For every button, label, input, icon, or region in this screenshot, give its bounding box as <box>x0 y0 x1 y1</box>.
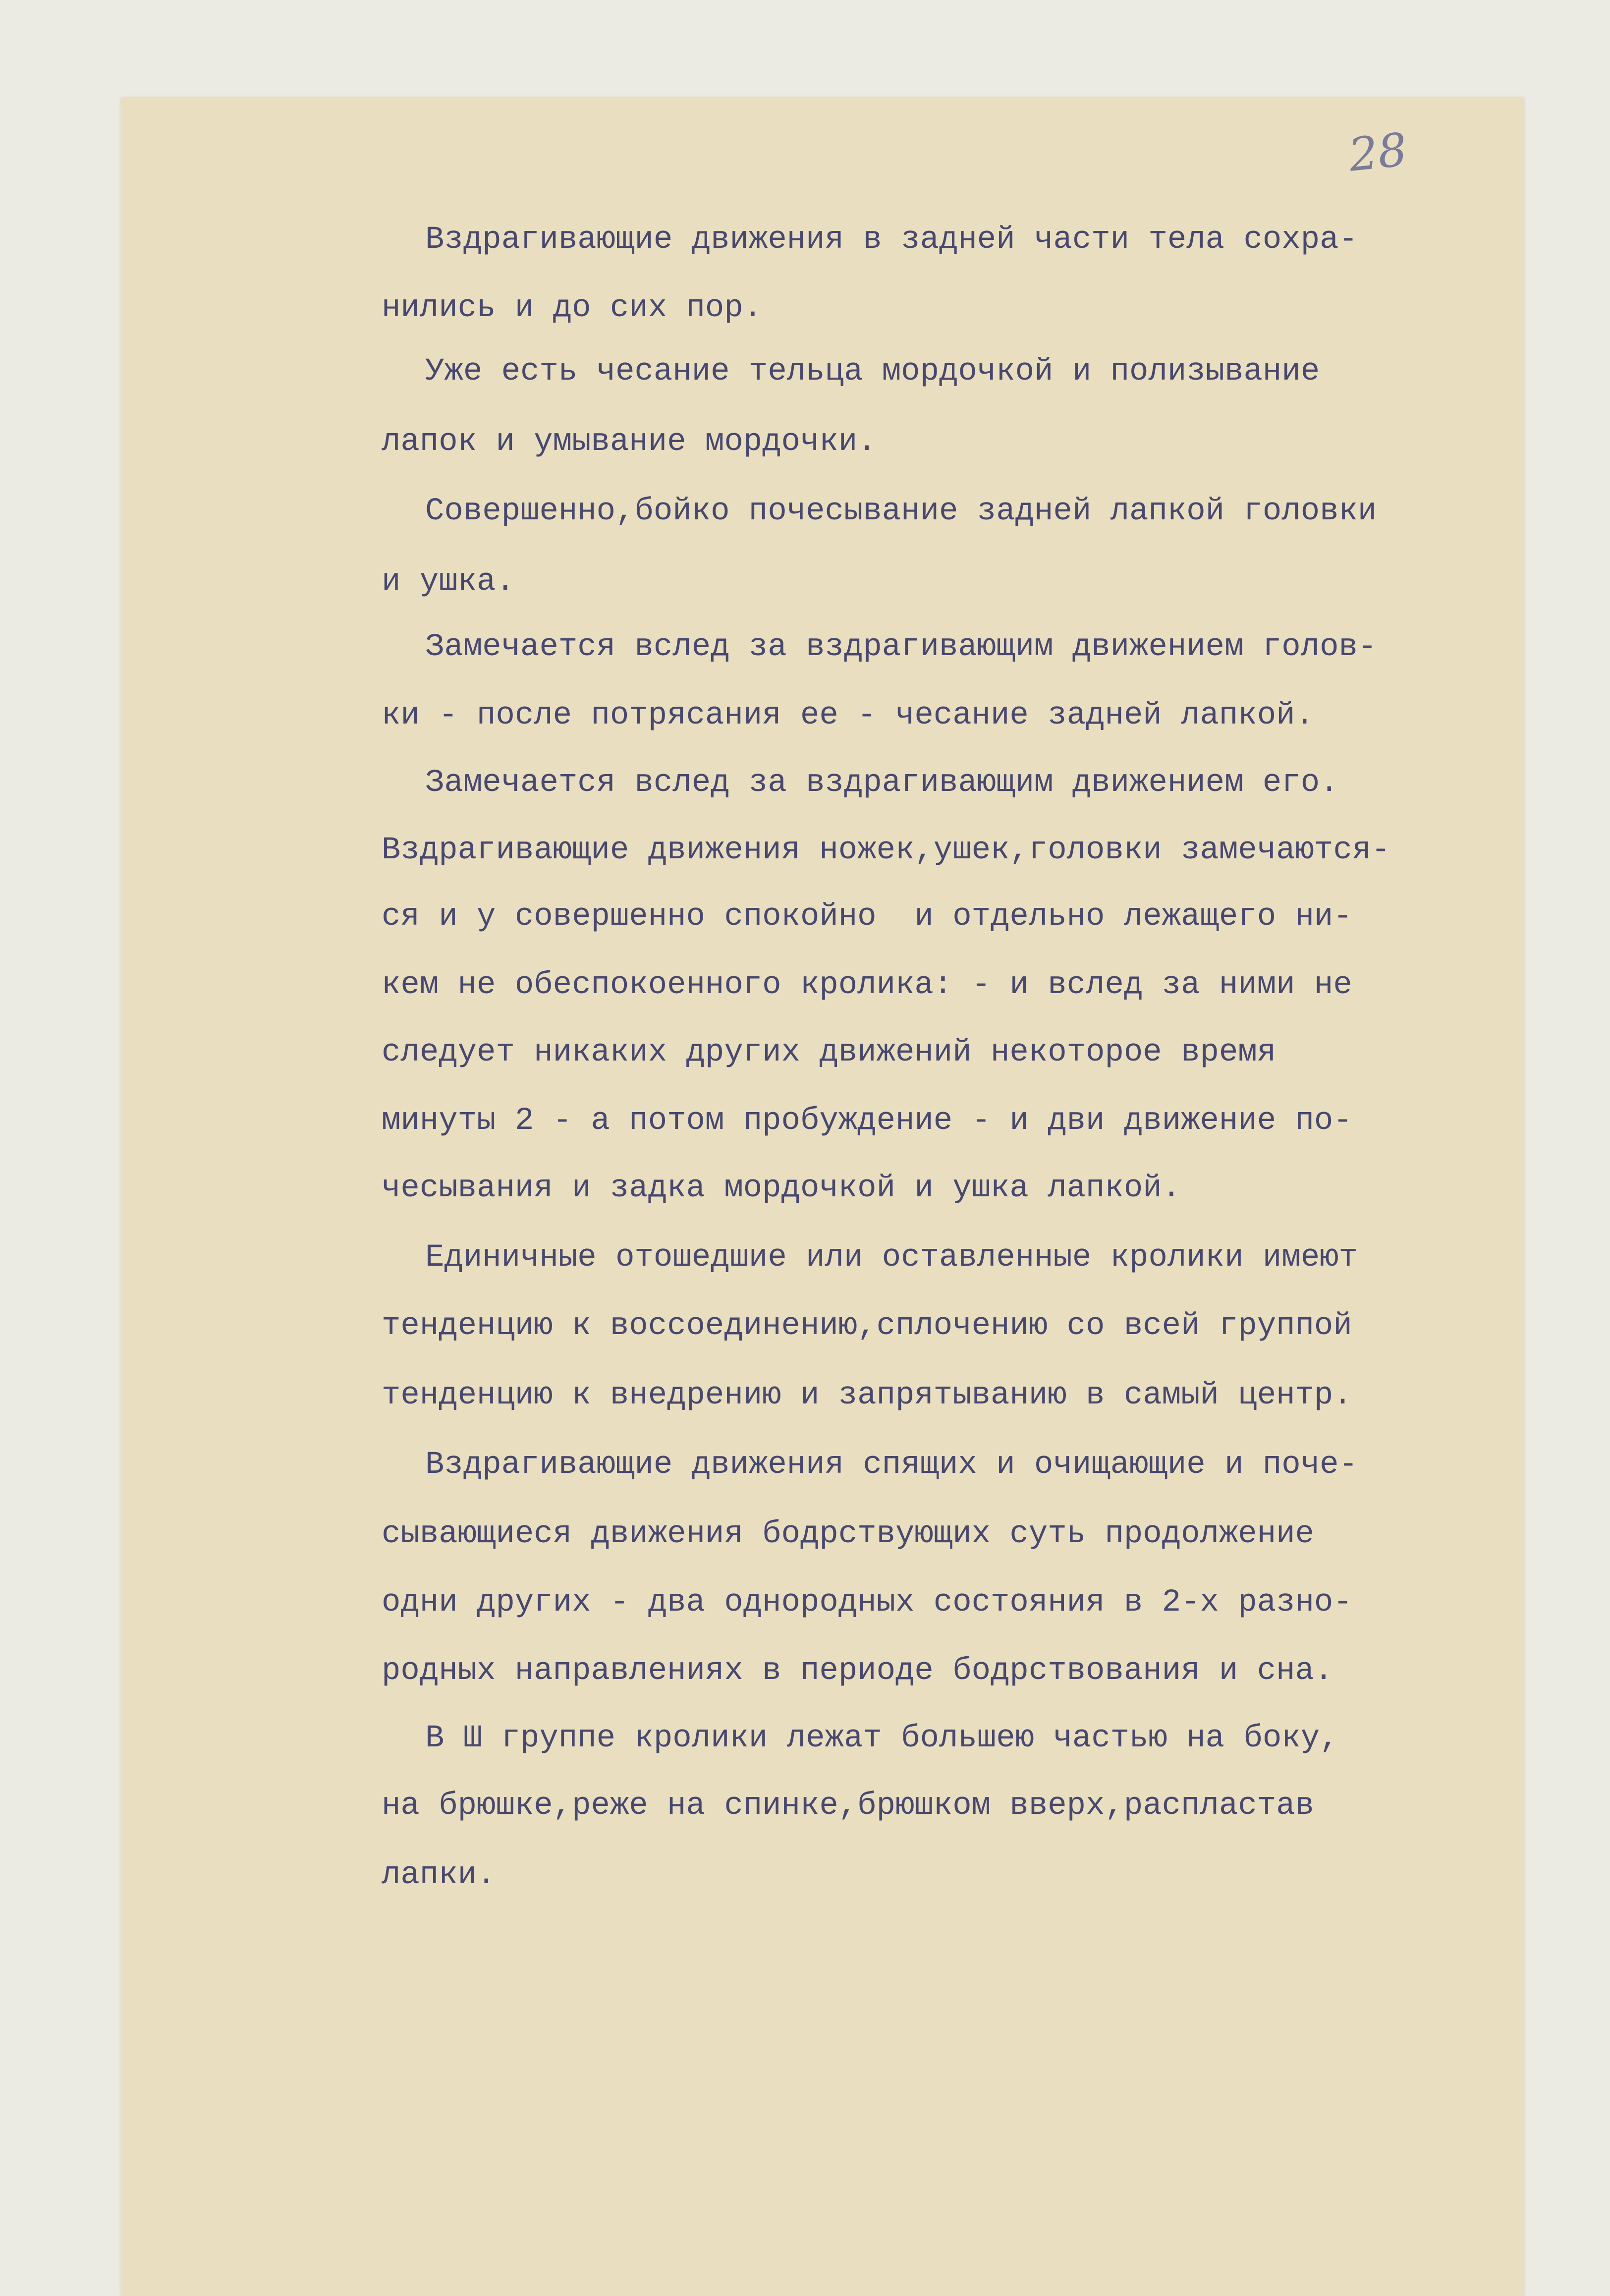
text-line: Вздрагивающие движения спящих и очищающие и поче- <box>425 1447 1358 1483</box>
text-line: чесывания и задка мордочкой и ушка лапкой. <box>382 1171 1181 1206</box>
text-line: минуты 2 - а потом пробуждение - и дви движение по- <box>382 1103 1352 1139</box>
text-line: тенденцию к воссоединению,сплочению со всей группой <box>382 1308 1352 1344</box>
text-line: Вздрагивающие движения в задней части тела сохра- <box>425 222 1358 258</box>
text-line: Замечается вслед за вздрагивающим движением голов- <box>425 629 1377 665</box>
text-line: Замечается вслед за вздрагивающим движением его. <box>425 765 1339 801</box>
text-line: Совершенно,бойко почесывание задней лапкой головки <box>425 494 1377 529</box>
text-line: Вздрагивающие движения ножек,ушек,головки замечаются- <box>382 833 1390 868</box>
text-line: ки - после потрясания ее - чесание задней лапкой. <box>382 698 1314 733</box>
text-line: кем не обеспокоенного кролика: - и вслед за ними не <box>382 967 1352 1003</box>
text-line: Единичные отошедшие или оставленные кролики имеют <box>425 1240 1358 1276</box>
text-line: сывающиеся движения бодрствующих суть продолжение <box>382 1516 1314 1552</box>
text-line: на брюшке,реже на спинке,брюшком вверх,распластав <box>382 1788 1314 1824</box>
text-line: одни других - два однородных состояния в 2-х разно- <box>382 1585 1352 1621</box>
text-line: Уже есть чесание тельца мордочкой и полизывание <box>425 354 1320 390</box>
text-line: тенденцию к внедрению и запрятыванию в самый центр. <box>382 1378 1352 1413</box>
text-line: В Ш группе кролики лежат большею частью на боку, <box>425 1721 1339 1756</box>
text-line: родных направлениях в периоде бодрствования и сна. <box>382 1653 1333 1689</box>
text-line: и ушка. <box>382 564 515 600</box>
text-line: лапки. <box>382 1857 496 1893</box>
text-line: нились и до сих пор. <box>382 290 763 326</box>
text-line: ся и у совершенно спокойно и отдельно лежащего ни- <box>382 899 1352 935</box>
text-line: лапок и умывание мордочки. <box>382 424 877 460</box>
text-line: следует никаких других движений некоторое время <box>382 1035 1277 1070</box>
page-number: 28 <box>1346 123 1410 182</box>
